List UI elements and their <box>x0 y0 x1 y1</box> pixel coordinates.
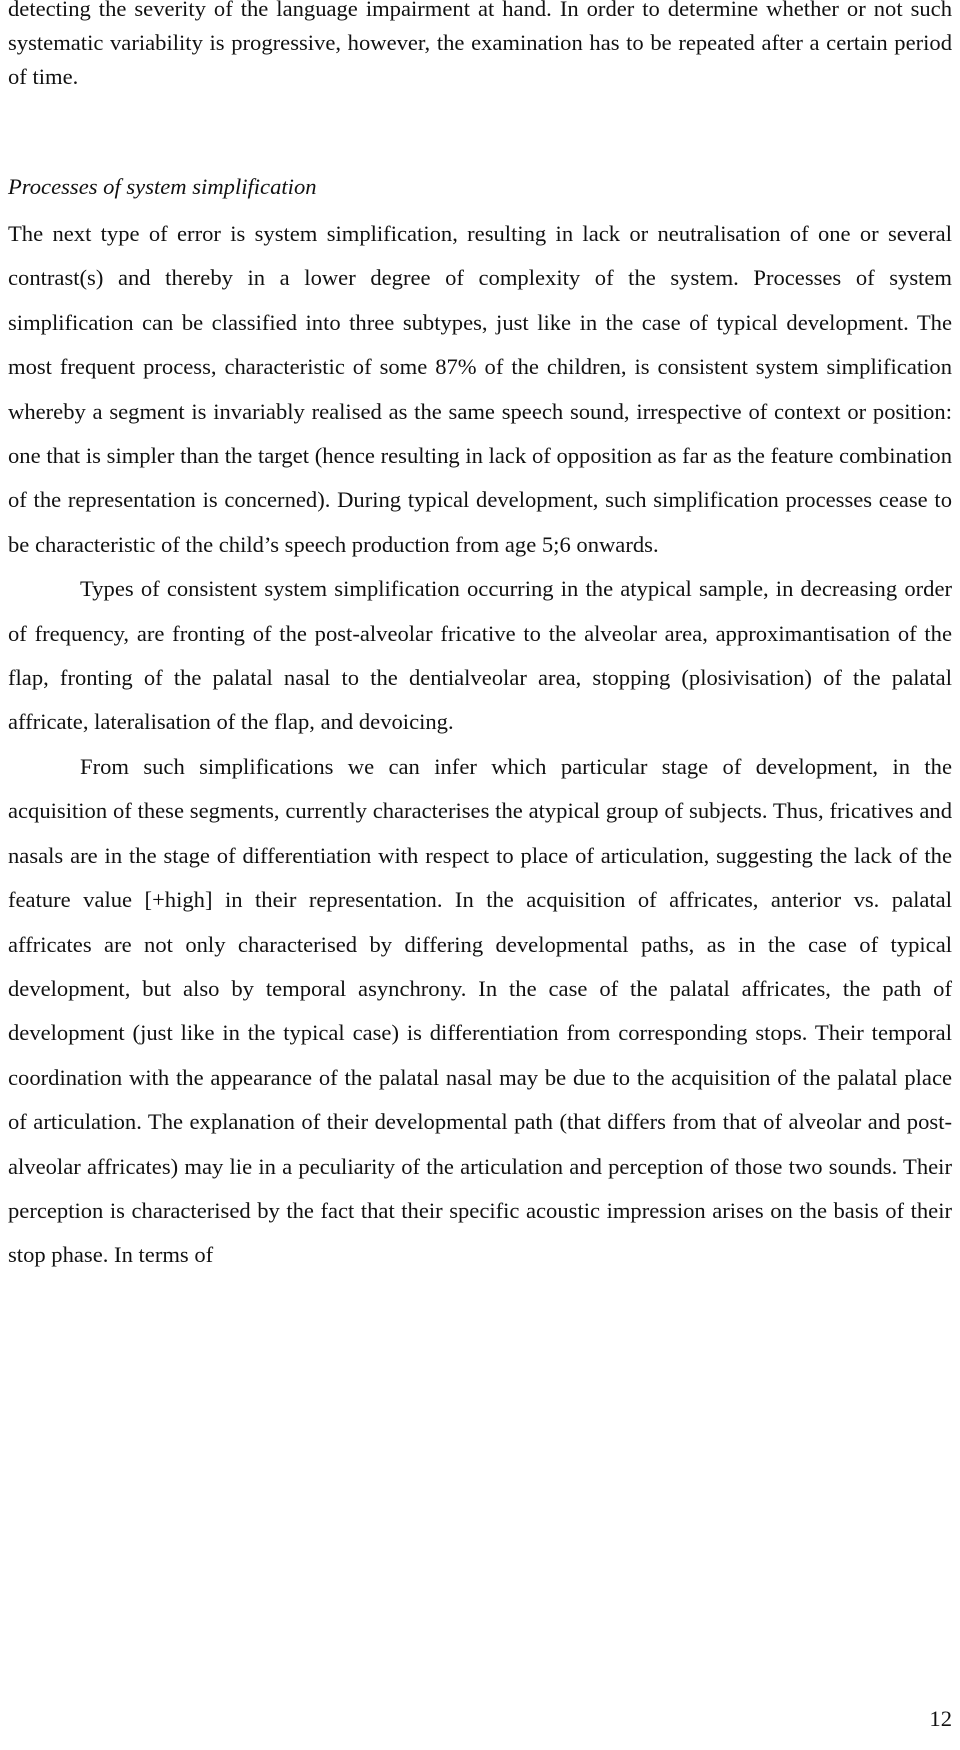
page-number: 12 <box>929 1706 952 1731</box>
section-title: Processes of system simplification <box>8 174 317 199</box>
body-text <box>8 212 952 1278</box>
paragraph-1: The next type of error is system simplification, resulting in lack or neutralisation of one or several contrast(s) and thereby in a lower degree of complexity of the system. Processes of system simplification can be classified into three subtypes, just like in the case of typical development. The most frequent process, characteristic of some 87% of the children, is consistent system simplification whereby a segment is invariably realised as the same speech sound, irrespective of context or position: one that is simpler than the target (hence resulting in lack of opposition as far as the feature combination of the representation is concerned). During typical development, such simplification processes cease to be characteristic of the child’s speech production from age 5;6 onwards. <box>8 221 952 557</box>
intro-paragraph-block <box>8 0 952 94</box>
paragraph-3: From such simplifications we can infer which particular stage of development, in the acquisition of these segments, currently characterises the atypical group of subjects. Thus, fricatives and nasals are in the stage of differentiation with respect to place of articulation, suggesting the lack of the feature value [+high] in their representation. In the acquisition of affricates, anterior vs. palatal affricates are not only characterised by differing developmental paths, as in the case of typical development, but also by temporal asynchrony. In the case of the palatal affricates, the path of development (just like in the typical case) is differentiation from corresponding stops. Their temporal coordination with the appearance of the palatal nasal may be due to the acquisition of the palatal place of articulation. The explanation of their developmental path (that differs from that of alveolar and post-alveolar affricates) may lie in a peculiarity of the articulation and perception of those two sounds. Their perception is characterised by the fact that their specific acoustic impression arises on the basis of their stop phase. In terms of <box>8 753 952 1268</box>
paragraph-2: Types of consistent system simplification occurring in the atypical sample, in decreasing order of frequency, are fronting of the post-alveolar fricative to the alveolar area, approximantisation of the flap, fronting of the palatal nasal to the dentialveolar area, stopping (plosivisation) of the palatal affricate, lateralisation of the flap, and devoicing. <box>8 576 952 735</box>
intro-paragraph: detecting the severity of the language impairment at hand. In order to determine whether or not such systematic variability is progressive, however, the examination has to be repeated after a certain period of time. <box>8 0 952 89</box>
